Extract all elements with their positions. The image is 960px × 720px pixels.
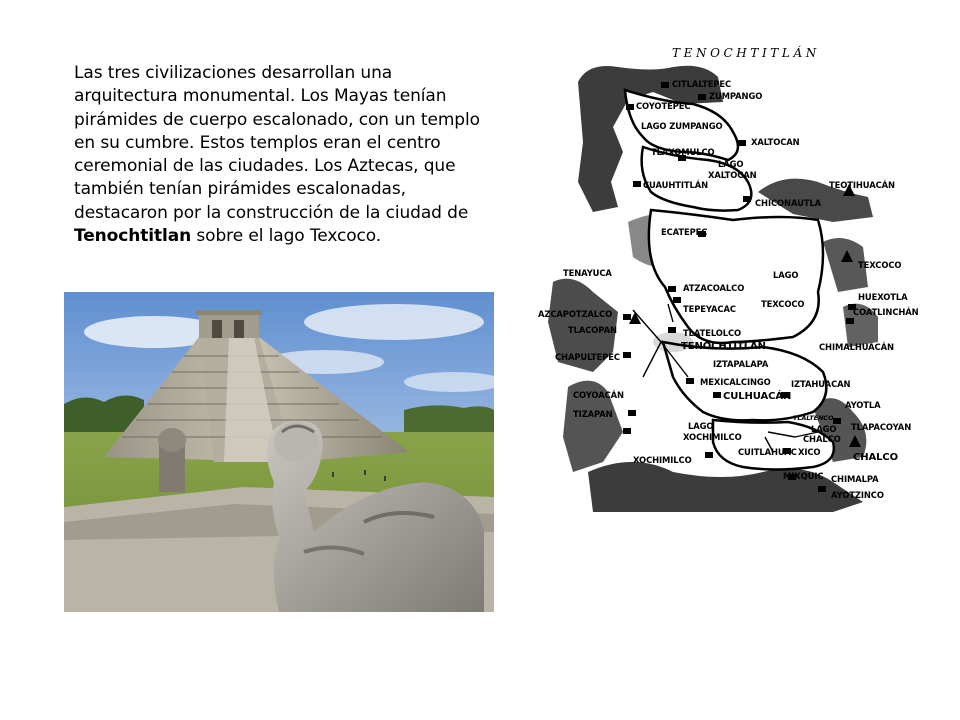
label-xico: XICO — [798, 447, 821, 457]
label-ecatepec: ECATEPEC — [661, 227, 708, 237]
label-cuauhtitlan: CUAUHTITLÁN — [643, 180, 708, 190]
intro-paragraph — [74, 62, 499, 248]
label-texcoco-town: TEXCOCO — [858, 260, 902, 270]
label-tlaxomulco: TLAXOMULCO — [651, 147, 715, 157]
label-tenochtitlan: TENOCHTITLÁN — [681, 341, 766, 352]
label-ayotla: AYOTLA — [845, 400, 881, 410]
label-xochimilco-lake: XOCHIMILCO — [683, 432, 742, 442]
label-coatlinchan: COATLINCHÁN — [853, 307, 919, 317]
label-azcapotzalco: AZCAPOTZALCO — [538, 309, 613, 319]
label-lago-zumpango: LAGO ZUMPANGO — [641, 121, 723, 131]
label-lago-chalco: LAGO — [811, 424, 837, 434]
label-chimalhuacan: CHIMALHUACÁN — [819, 342, 894, 352]
label-ayotzinco: AYOTZINCO — [831, 490, 884, 500]
label-chalco-lake: CHALCO — [803, 434, 841, 444]
label-iztahuacan: IZTAHUACAN — [791, 379, 851, 389]
label-texcoco-lake: TEXCOCO — [761, 299, 805, 309]
label-xaltocan-lake: XALTOCAN — [708, 170, 757, 180]
pyramid-illustration — [64, 292, 494, 612]
lakes-map — [533, 42, 919, 514]
label-mixquic: MIXQUIC — [783, 471, 824, 481]
label-huexotla: HUEXOTLA — [858, 292, 908, 302]
label-chapultepec: CHAPULTEPEC — [555, 352, 620, 362]
paragraph-text-2: sobre el lago Texcoco. — [191, 226, 382, 247]
label-teotihuacan: TEOTIHUACÁN — [829, 180, 895, 190]
label-tlaltenco: TLALTENCO — [793, 414, 834, 422]
label-lago-texcoco: LAGO — [773, 270, 799, 280]
label-coyoacan: COYOACÁN — [573, 390, 624, 400]
label-chiconautla: CHICONAUTLA — [755, 198, 822, 208]
pyramid-photo — [64, 292, 494, 612]
label-citlaltepec: CITLALTEPEC — [672, 79, 732, 89]
label-tlacopan: TLACOPAN — [568, 325, 617, 335]
label-lago-xochimilco: LAGO — [688, 421, 714, 431]
label-lago-xaltocan-1: LAGO — [718, 159, 744, 169]
label-chalco-town: CHALCO — [853, 452, 899, 463]
label-chimalpa: CHIMALPA — [831, 474, 879, 484]
label-cuitlahuac: CUITLAHUAC — [738, 447, 797, 457]
label-culhuacan: CULHUACÁN — [723, 391, 792, 402]
label-tizapan: TIZAPAN — [573, 409, 613, 419]
paragraph-text-1: Las tres civilizaciones desarrollan una arquitectura monumental. Los Mayas tenían pirámides de cuerpo escalonado, con un templo en su cumbre. Estos templos eran el centro ceremonial de las ciudades. Los Aztecas, que también tenían pirámides escalonadas, destacaron por la construcción de la ciudad de — [74, 63, 480, 223]
label-xaltocan: XALTOCAN — [751, 137, 800, 147]
label-iztapalapa: IZTAPALAPA — [713, 359, 769, 369]
map-title: TENOCHTITLÁN — [672, 46, 820, 60]
label-tlatelolco: TLATELOLCO — [683, 328, 742, 338]
label-tlapacoyan: TLAPACOYAN — [851, 422, 912, 432]
label-coyotepec: COYOTEPEC — [636, 101, 691, 111]
label-mexicalcingo: MEXICALCINGO — [700, 377, 771, 387]
paragraph-bold-tenochtitlan: Tenochtitlan — [74, 226, 192, 247]
label-xochimilco-town: XOCHIMILCO — [633, 455, 692, 465]
label-tenayuca: TENAYUCA — [563, 268, 612, 278]
label-tepeyacac: TEPEYACAC — [683, 304, 736, 314]
label-atzacoalco: ATZACOALCO — [683, 283, 745, 293]
label-zumpango: ZUMPANGO — [709, 91, 763, 101]
